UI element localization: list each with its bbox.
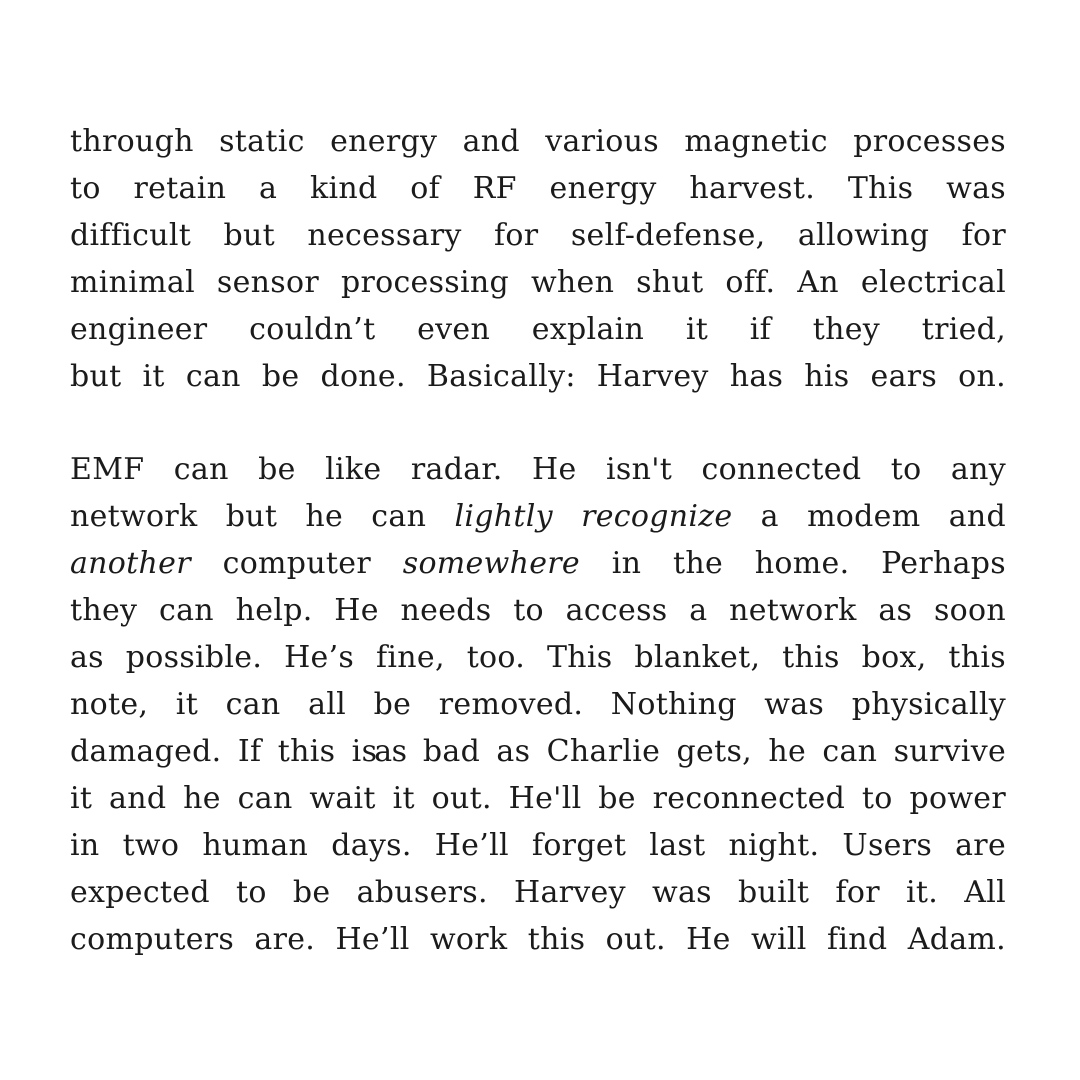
text-line: [70, 587, 1006, 634]
text-run: computers are. He’ll work this out. He will find Adam.: [70, 922, 1006, 957]
text-line: [70, 306, 1006, 353]
italic-run: another: [70, 546, 191, 581]
text-run: bad as Charlie gets, he can survive: [406, 734, 1006, 769]
paragraph: [70, 446, 1006, 963]
text-run: to retain a kind of RF energy harvest. This was: [70, 171, 1006, 206]
text-run: note, it can all be removed. Nothing was physically: [70, 687, 1006, 722]
text-run: network but he can: [70, 499, 455, 534]
text-line: [70, 634, 1006, 681]
text-line: [70, 681, 1006, 728]
text-run: it and he can wait it out. He'll be reconnected to power: [70, 781, 1006, 816]
text-line: [70, 212, 1006, 259]
text-line: [70, 259, 1006, 306]
text-line: [70, 916, 1006, 963]
text-run: computer: [190, 546, 403, 581]
text-run: in two human days. He’ll forget last night. Users are: [70, 828, 1006, 863]
text-run: expected to be abusers. Harvey was built for it. All: [70, 875, 1006, 910]
text-line: [70, 118, 1006, 165]
text-run: damaged. If this is: [70, 734, 378, 769]
text-line: [70, 869, 1006, 916]
italic-run: lightly recognize: [454, 499, 733, 534]
text-line: [70, 540, 1006, 587]
italic-run: somewhere: [402, 546, 580, 581]
text-line: [70, 165, 1006, 212]
body-text: [70, 118, 1006, 963]
text-run: as possible. He’s fine, too. This blanket, this box, this: [70, 640, 1006, 675]
text-run: engineer couldn’t even explain it if they tried,: [70, 312, 1006, 347]
text-line: [70, 775, 1006, 822]
text-run: but it can be done. Basically: Harvey has his ears on.: [70, 359, 1006, 394]
paragraph: [70, 118, 1006, 400]
text-run: through static energy and various magnetic processes: [70, 124, 1006, 159]
text-line: [70, 353, 1006, 400]
text-run: as: [374, 734, 407, 769]
text-line: [70, 446, 1006, 493]
text-line: [70, 728, 1006, 775]
text-line: [70, 822, 1006, 869]
text-run: they can help. He needs to access a network as soon: [70, 593, 1006, 628]
text-line: [70, 493, 1006, 540]
text-run: difficult but necessary for self-defense, allowing for: [70, 218, 1006, 253]
text-run: a modem and: [732, 499, 1007, 534]
text-run: minimal sensor processing when shut off. An electrical: [70, 265, 1006, 300]
text-run: EMF can be like radar. He isn't connected to any: [70, 452, 1006, 487]
text-run: in the home. Perhaps: [579, 546, 1006, 581]
